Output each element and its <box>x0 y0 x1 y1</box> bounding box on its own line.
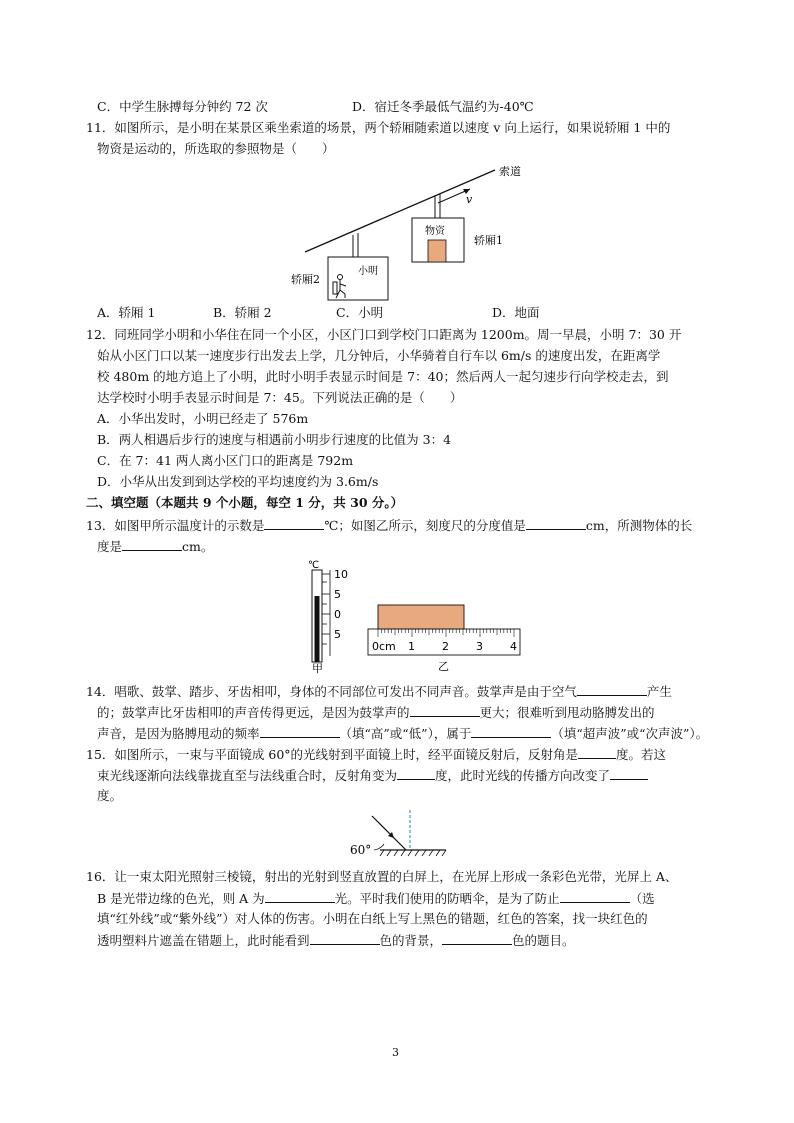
q11-option-a: A．轿厢 1 <box>97 305 156 320</box>
q12-option-d: D．小华从出发到到达学校的平均速度约为 3.6m/s <box>97 474 379 489</box>
answer-blank[interactable] <box>526 516 586 530</box>
q14-stem-line3: 声音，是因为胳膊甩动的频率 （填“高”或“低”），属于 （填“超声波”或“次声波”）。 <box>97 726 709 741</box>
answer-blank[interactable] <box>264 516 324 530</box>
q16-stem-line3: 填“红外线”或“紫外线”）对人体的伤害。小明在白纸上写上黑色的错题，红色的答案，找一块红色的 <box>97 911 648 926</box>
answer-blank[interactable] <box>442 931 512 945</box>
section-title-fill-blanks: 二、填空题（本题共 9 个小题，每空 1 分，共 30 分。） <box>86 495 404 510</box>
thermo-unit: ℃ <box>308 560 320 571</box>
q15-stem-line3: 度。 <box>97 788 123 803</box>
q11-option-d: D．地面 <box>492 305 540 320</box>
q15-stem-line1: 15．如图所示，一束与平面镜成 60°的光线射到平面镜上时，经平面镜反射后，反射角是 度。若这 <box>86 747 667 762</box>
cabin1-label: 轿厢1 <box>474 234 503 247</box>
velocity-label: v <box>466 193 473 206</box>
q12-stem-line1: 12．同班同学小明和小华住在同一个小区，小区门口到学校门口距离为 1200m。周一早晨，小明 7：30 开 <box>86 327 682 342</box>
q16-stem-line2: B 是光带边缘的色光，则 A 为 光。平时我们使用的防晒伞，是为了防止 （选 <box>97 891 655 906</box>
ruler-tick-label: 2 <box>442 640 449 653</box>
answer-blank[interactable] <box>310 931 380 945</box>
q11-stem-line2: 物资是运动的，所选取的参照物是（ ） <box>97 141 335 156</box>
answer-blank[interactable] <box>578 745 616 759</box>
q11-stem-line1: 11．如图所示，是小明在某景区乘坐索道的场景，两个轿厢随索道以速度 v 向上运行，如果说轿厢 1 中的 <box>86 120 671 135</box>
q15-stem-line2: 束光线逐渐向法线靠拢直至与法线重合时，反射角变为 度，此时光线的传播方向改变了 <box>97 766 648 785</box>
answer-blank[interactable] <box>560 889 630 903</box>
q10-option-c: C．中学生脉搏每分钟约 72 次 <box>97 99 268 114</box>
q14-stem-line1: 14．唱歌、鼓掌、踏步、牙齿相叩，身体的不同部位可发出不同声音。鼓掌声是由于空气 产生 <box>86 684 672 699</box>
q12-stem-line3: 校 480m 的地方追上了小明，此时小明手表显示时间是 7：40；然后两人一起匀速步行向学校走去，到 <box>97 369 669 384</box>
person-icon <box>333 275 346 299</box>
q11-cable-car-figure <box>280 160 540 302</box>
q12-option-b: B．两人相遇后步行的速度与相遇前小明步行速度的比值为 3：4 <box>97 432 452 447</box>
cabin2-label: 轿厢2 <box>291 273 320 286</box>
thermo-tick: 5 <box>334 628 341 641</box>
ruler-tick-label: 3 <box>476 640 483 653</box>
q12-stem-line4: 达学校时小明手表显示时间是 7：45。下列说法正确的是（ ） <box>97 390 463 405</box>
q13-thermometer-figure <box>296 556 356 674</box>
cargo-label: 物资 <box>425 226 445 237</box>
q11-option-c: C．小明 <box>336 305 384 320</box>
q13-ruler-figure <box>366 600 526 674</box>
thermo-tick: 5 <box>334 588 341 601</box>
thermo-tick: 10 <box>334 568 348 581</box>
q14-stem-line2: 的；鼓掌声比牙齿相叩的声音传得更远，是因为鼓掌声的 更大；很难听到甩动胳膊发出的 <box>97 705 655 720</box>
q15-mirror-figure <box>346 808 456 864</box>
q16-stem-line4: 透明塑料片遮盖在错题上，此时能看到 色的背景， 色的题目。 <box>97 933 575 948</box>
q13-stem-line1: 13．如图甲所示温度计的示数是 ℃；如图乙所示，刻度尺的分度值是 cm，所测物体的长 <box>86 518 693 533</box>
cable-label: 索道 <box>499 165 521 178</box>
thermo-tick: 0 <box>334 608 341 621</box>
ruler-caption: 乙 <box>438 660 449 673</box>
answer-blank[interactable] <box>260 724 340 738</box>
thermo-caption: 甲 <box>312 662 323 674</box>
person-label: 小明 <box>358 266 378 277</box>
q12-option-a: A．小华出发时，小明已经走了 576m <box>97 411 309 426</box>
q11-option-b: B．轿厢 2 <box>213 305 272 320</box>
q13-stem-line2: 度是 cm。 <box>97 539 214 554</box>
answer-blank[interactable] <box>610 766 648 780</box>
ruler-tick-label: 0cm <box>372 640 396 653</box>
ruler-tick-label: 4 <box>510 640 517 653</box>
answer-blank[interactable] <box>471 724 551 738</box>
q10-option-d: D．宿迁冬季最低气温约为-40℃ <box>352 99 534 114</box>
answer-blank[interactable] <box>397 766 435 780</box>
q12-stem-line2: 始从小区门口以某一速度步行出发去上学，几分钟后，小华骑着自行车以 6m/s 的速度出发，在距离学 <box>97 348 661 363</box>
answer-blank[interactable] <box>410 703 480 717</box>
page-number: 3 <box>392 1046 399 1059</box>
q12-option-c: C．在 7：41 两人离小区门口的距离是 792m <box>97 453 354 468</box>
q16-stem-line1: 16．让一束太阳光照射三棱镜，射出的光射到竖直放置的白屏上，在光屏上形成一条彩色光带，光屏上 A、 <box>86 869 678 884</box>
ruler-tick-label: 1 <box>408 640 415 653</box>
answer-blank[interactable] <box>122 537 182 551</box>
answer-blank[interactable] <box>265 889 335 903</box>
angle-label: 60° <box>350 843 372 857</box>
answer-blank[interactable] <box>577 682 647 696</box>
